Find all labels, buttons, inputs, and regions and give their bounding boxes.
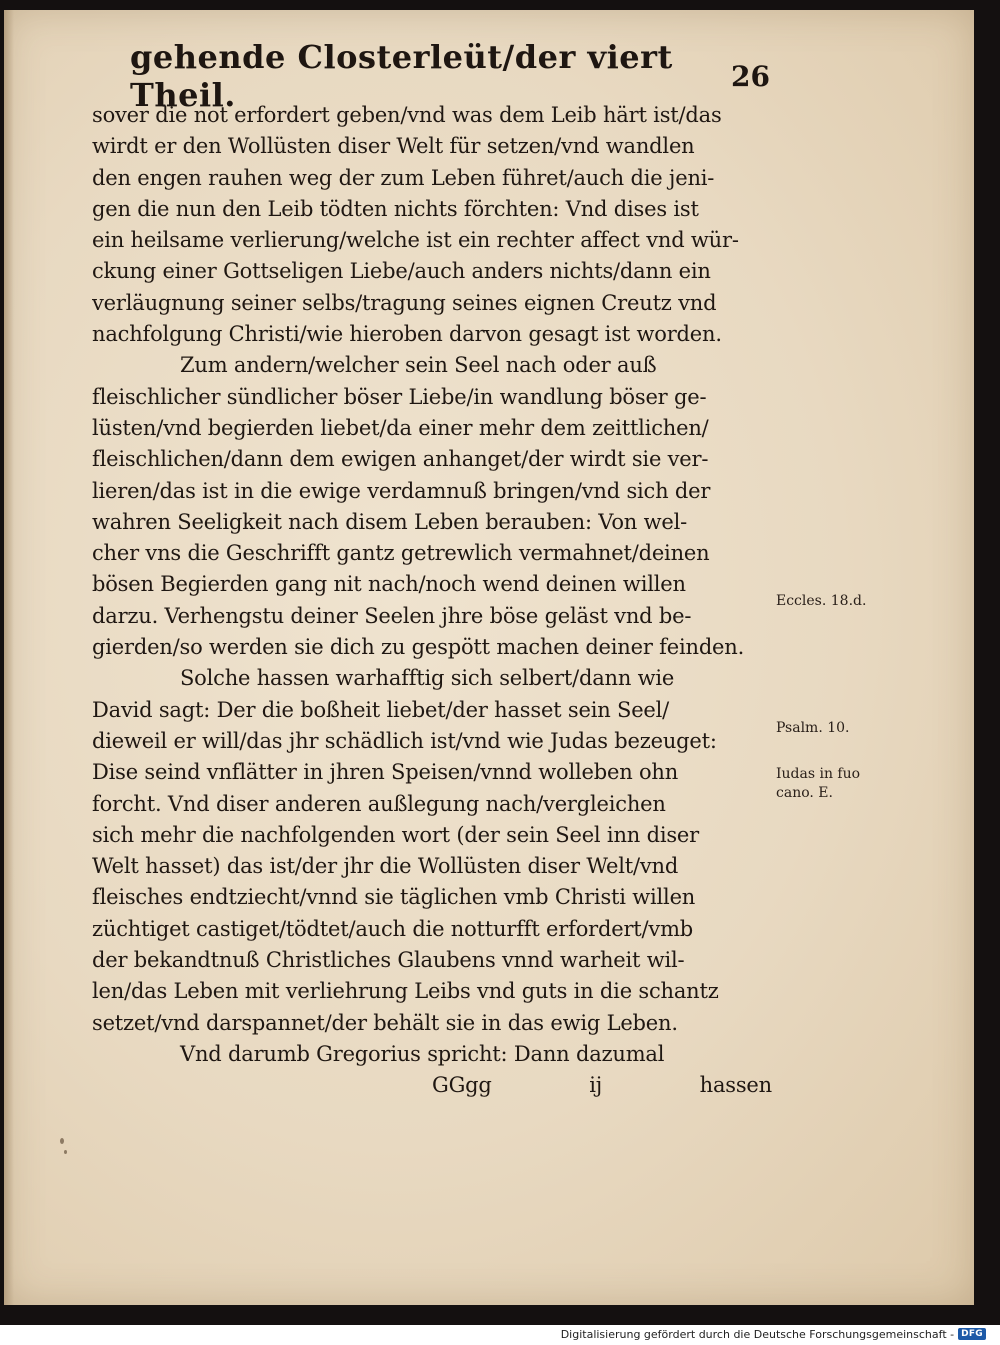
body-text <box>92 100 772 1102</box>
text-line: wahren Seeligkeit nach disem Leben berauben: Von wel- <box>92 509 687 534</box>
text-line: gierden/so werden sie dich zu gespött machen deiner feinden. <box>92 635 745 660</box>
text-line: Dise seind vnflätter in jhren Speisen/vnnd wolleben ohn <box>92 760 679 785</box>
paragraph-start-line: Vnd darumb Gregorius spricht: Dann dazumal <box>180 1041 665 1066</box>
running-head-title: gehende Closterleüt/der viert Theil. <box>130 38 673 114</box>
text-line: cher vns die Geschrifft gantz getrewlich vermahnet/deinen <box>92 541 710 566</box>
dfg-logo: DFG <box>958 1328 986 1340</box>
catchword: hassen <box>699 1073 772 1098</box>
text-line: Welt hasset) das ist/der jhr die Wollüsten diser Welt/vnd <box>92 854 679 879</box>
text-line: fleisches endtziecht/vnnd sie täglichen vmb Christi willen <box>92 885 696 910</box>
margin-note-judas-1: Iudas in fuo <box>776 766 861 782</box>
text-line: ckung einer Gottseligen Liebe/auch anders nichts/dann ein <box>92 259 711 284</box>
text-line: David sagt: Der die boßheit liebet/der hasset sein Seel/ <box>92 697 670 722</box>
leaf-number: ij <box>589 1073 603 1098</box>
margin-note-psalm: Psalm. 10. <box>776 720 850 736</box>
margin-note-judas-2: cano. E. <box>776 785 833 801</box>
paragraph-start-line: Solche hassen warhafftig sich selbert/dann wie <box>180 666 675 691</box>
text-line: lieren/das ist in die ewige verdamnuß bringen/vnd sich der <box>92 478 711 503</box>
paper-speck <box>60 1138 64 1144</box>
text-line: nachfolgung Christi/wie hieroben darvon gesagt ist worden. <box>92 322 722 347</box>
text-line: verläugnung seiner selbs/tragung seines eignen Creutz vnd <box>92 290 717 315</box>
text-line: züchtiget castiget/tödtet/auch die notturfft erfordert/vmb <box>92 916 694 941</box>
text-line: fleischlichen/dann dem ewigen anhanget/der wirdt sie ver- <box>92 447 709 472</box>
text-line: forcht. Vnd diser anderen außlegung nach/vergleichen <box>92 791 666 816</box>
text-line: der bekandtnuß Christliches Glaubens vnnd warheit wil- <box>92 948 685 973</box>
text-line: ein heilsame verlierung/welche ist ein rechter affect vnd wür- <box>92 228 739 253</box>
text-line: darzu. Verhengstu deiner Seelen jhre böse geläst vnd be- <box>92 603 692 628</box>
text-line: len/das Leben mit verliehrung Leibs vnd guts in die schantz <box>92 979 719 1004</box>
catchline <box>92 1070 772 1101</box>
text-line: den engen rauhen weg der zum Leben führet/auch die jeni- <box>92 165 715 190</box>
footer-credit-text: Digitalisierung gefördert durch die Deutsche Forschungsgemeinschaft - <box>560 1327 955 1341</box>
text-line: gen die nun den Leib tödten nichts förchten: Vnd dises ist <box>92 196 699 221</box>
text-line: sich mehr die nachfolgenden wort (der sein Seel inn diser <box>92 822 699 847</box>
running-header <box>130 38 770 114</box>
paper-speck <box>64 1150 67 1154</box>
page-gutter-shadow <box>4 10 14 1305</box>
paragraph-start-line: Zum andern/welcher sein Seel nach oder auß <box>180 353 657 378</box>
margin-note-eccles: Eccles. 18.d. <box>776 593 867 609</box>
text-line: lüsten/vnd begierden liebet/da einer mehr dem zeittlichen/ <box>92 415 709 440</box>
text-line: dieweil er will/das jhr schädlich ist/vnd wie Judas bezeuget: <box>92 728 717 753</box>
text-line: sover die not erfordert geben/vnd was dem Leib härt ist/das <box>92 103 722 127</box>
text-line: bösen Begierden gang nit nach/noch wend deinen willen <box>92 572 686 597</box>
text-line: setzet/vnd darspannet/der behält sie in das ewig Leben. <box>92 1010 678 1035</box>
text-line: fleischlicher sündlicher böser Liebe/in wandlung böser ge- <box>92 384 707 409</box>
digitization-footer <box>561 1325 986 1343</box>
page-number: 26 <box>731 59 770 93</box>
signature-mark: GGgg <box>432 1073 492 1098</box>
text-line: wirdt er den Wollüsten diser Welt für setzen/vnd wandlen <box>92 134 695 159</box>
